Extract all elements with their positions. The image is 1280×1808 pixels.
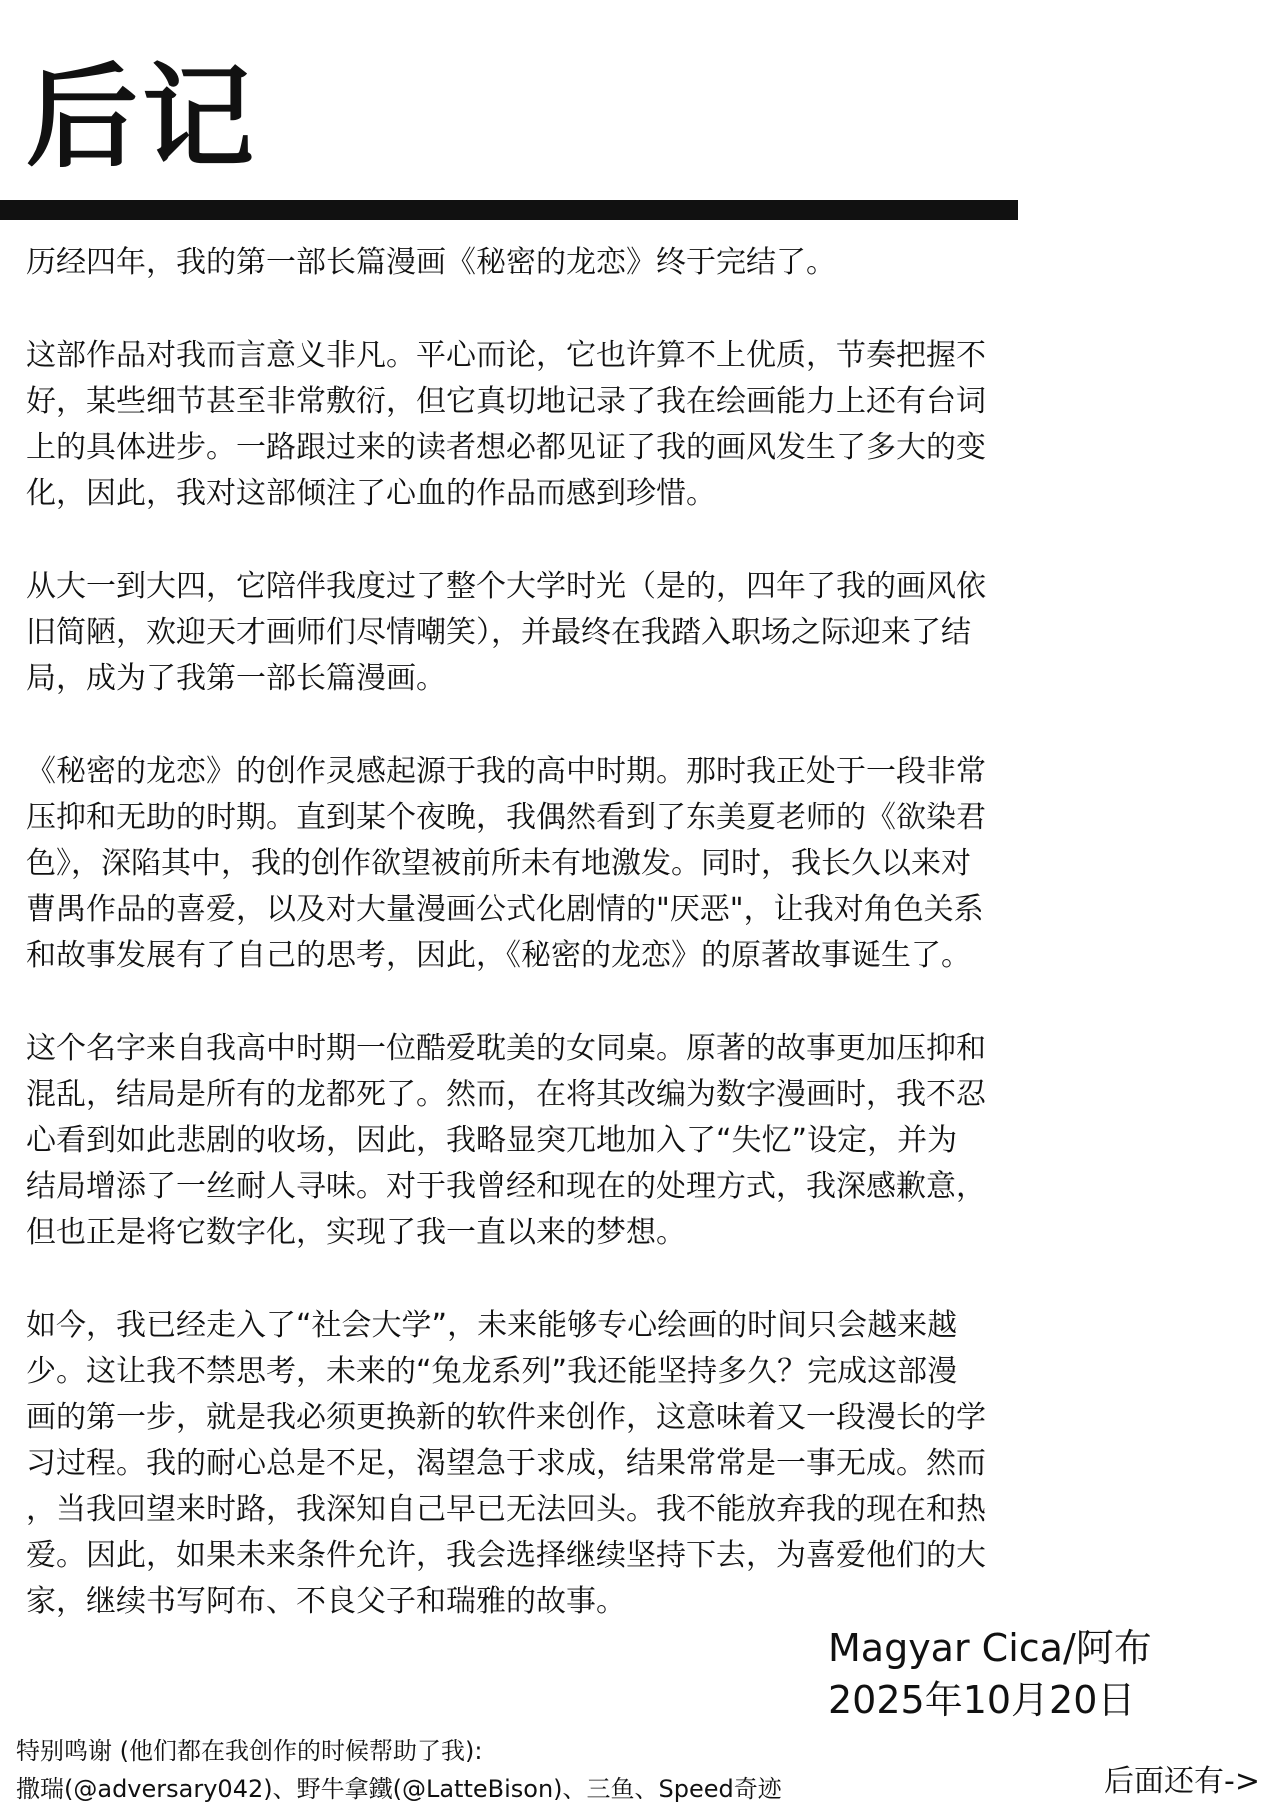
paragraph-2: 这部作品对我而言意义非凡。平心而论，它也许算不上优质，节奏把握不 好，某些细节甚至非常敷衍，但它真切地记录了我在绘画能力上还有台词 上的具体进步。一路跟过来的读者想必都见证了我的画风发生了多大的变 化，因此，我对这部倾注了心血的作品而感到珍惜。 [26,338,986,511]
page-title: 后记 [26,53,258,183]
author-name: Magyar Cica/阿布 [828,1626,1152,1670]
paragraph-4: 《秘密的龙恋》的创作灵感起源于我的高中时期。那时我正处于一段非常 压抑和无助的时期。直到某个夜晚，我偶然看到了东美夏老师的《欲染君 色》，深陷其中，我的创作欲望被前所未有地激发。同时，我长久以来对 曹禺作品的喜爱，以及对大量漫画公式化剧情的"厌恶"，让我对角色关系 和故事发展有了自己的思考，因此，《秘密的龙恋》的原著故事诞生了。 [26,754,986,973]
signature-date: 2025年10月20日 [828,1678,1136,1722]
thanks-heading: 特别鸣谢 (他们都在我创作的时候帮助了我): [16,1737,483,1765]
afterword-body [26,240,1156,1672]
paragraph-1: 历经四年，我的第一部长篇漫画《秘密的龙恋》终于完结了。 [26,245,836,280]
paragraph-6: 如今，我已经走入了“社会大学”，未来能够专心绘画的时间只会越来越 少。这让我不禁思考，未来的“兔龙系列”我还能坚持多久？完成这部漫 画的第一步，就是我必须更换新的软件来创作，这意味着又一段漫长的学 习过程。我的耐心总是不足，渴望急于求成，结果常常是一事无成。然而 ，当我回望来时路，我深知自己早已无法回头。我不能放弃我的现在和热 爱。因此，如果未来条件允许，我会选择继续坚持下去，为喜爱他们的大 家，继续书写阿布、不良父子和瑞雅的故事。 [26,1308,986,1619]
continue-indicator: 后面还有-> [1104,1764,1260,1799]
paragraph-3: 从大一到大四，它陪伴我度过了整个大学时光（是的，四年了我的画风依 旧简陋，欢迎天才画师们尽情嘲笑），并最终在我踏入职场之际迎来了结 局，成为了我第一部长篇漫画。 [26,569,986,696]
special-thanks [16,1732,782,1808]
thanks-names: 撒瑞(@adversary042)、野牛拿鐵(@LatteBison)、三鱼、Speed奇迹 [16,1775,782,1803]
paragraph-5: 这个名字来自我高中时期一位酷爱耽美的女同桌。原著的故事更加压抑和 混乱，结局是所有的龙都死了。然而，在将其改编为数字漫画时，我不忍 心看到如此悲剧的收场，因此，我略显突兀地加入了“失忆”设定，并为 结局增添了一丝耐人寻味。对于我曾经和现在的处理方式，我深感歉意， 但也正是将它数字化，实现了我一直以来的梦想。 [26,1031,986,1250]
signature-block [828,1622,1152,1726]
title-underline [0,200,1018,220]
